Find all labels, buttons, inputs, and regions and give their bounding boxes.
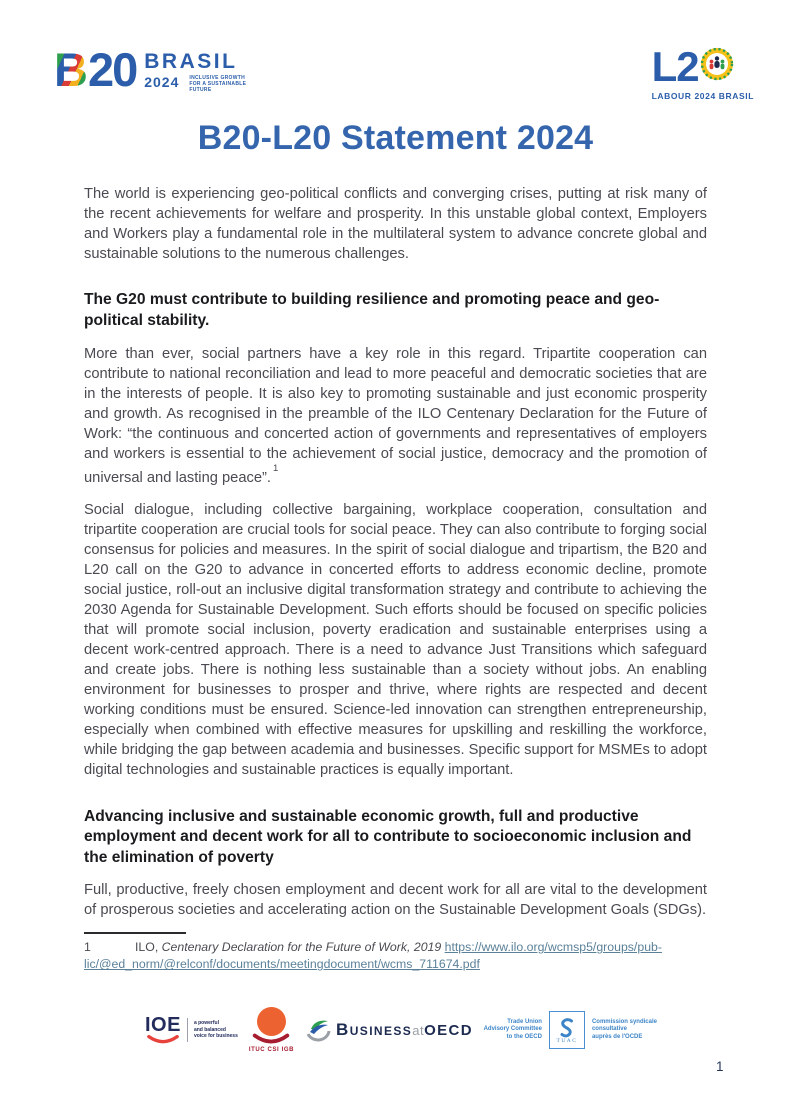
at-label: at [412,1023,425,1038]
footnote-text [84,939,707,973]
ituc-sun-icon [257,1007,286,1036]
business-at-oecd-logo [305,1017,473,1043]
b20-country-label: BRASIL [144,50,238,73]
ioe-divider [187,1018,188,1042]
l20-wordmark: L2 [651,43,699,90]
b20-year-label: 2024 [144,74,180,90]
ioe-logo [145,1015,238,1045]
section-heading-growth: Advancing inclusive and sustainable economic growth, full and productive employment and decent work for all to contribute to socioeconomic inclusion and the elimination of poverty [84,807,692,866]
paragraph-employment: Full, productive, freely chosen employment and decent work for all are vital to the development of prosperous societies and accelerating action on the Sustainable Development Goals (SDGs). [84,882,707,919]
page-number: 1 [716,1059,724,1074]
tuac-french-caption: Commission syndicale consultative auprès de l'OCDE [591,1018,657,1040]
footnote-divider [84,932,186,934]
ioe-wordmark: IOE [145,1014,181,1036]
tuac-logo [484,1011,657,1049]
footnote-number: 1 [84,940,91,955]
footnote-section [84,932,707,973]
tuac-english-caption: Trade Union Advisory Committee to the OECD [483,1018,542,1040]
section-heading-peace: The G20 must contribute to building resilience and promoting peace and geo-political stability. [84,291,660,329]
page-title: B20-L20 Statement 2024 [197,119,594,157]
ituc-caption: ITUC CSI IGB [248,1047,295,1053]
partner-logos-row [145,1007,657,1053]
footnote-source: ILO, [135,940,162,955]
business-at-oecd-globe-icon [305,1017,331,1043]
oecd-label: OECD [424,1022,473,1039]
footnote-reference: 1 [272,463,279,474]
business-label: Business [336,1020,413,1039]
b20-multicolor-b: B [54,43,86,96]
intro-paragraph: The world is experiencing geo-political conflicts and converging crises, putting at risk many of the recent achievements for welfare and prosperity. In this unstable global context, Employers and Workers play a fundamental role in the multilateral system to advance concrete global and sustainable solutions to the numerous challenges. [84,186,707,262]
l20-caption: LABOUR 2024 BRASIL [651,91,754,101]
ioe-tagline: a powerful and balanced voice for business [193,1020,238,1040]
document-body [84,0,707,973]
paragraph-social-partners: More than ever, social partners have a key role in this regard. Tripartite cooperation can contribute to national reconciliation and lead to more peaceful and democratic societies that are in the interests of people. It is also key to promoting sustainable and just economic prosperity and growth. As recognised in the preamble of the ILO Centenary Declaration for the Future of Work: “the continuous and concerted action of governments and representatives of employers and workers is essential to the achievement of social justice, democracy and the promotion of universal and lasting peace”.$^1$ [84,346,707,486]
footnote-link-continued[interactable]: lic/@ed_norm/@relconf/documents/meetingdocument/wcms_711674.pdf [84,957,480,972]
ioe-red-arc-icon [146,1035,180,1045]
b20-number: 20 [87,43,137,96]
ituc-arc-icon [248,1033,294,1045]
footnote-title: Centenary Declaration for the Future of Work, 2019 [161,940,445,955]
tuac-emblem-icon [549,1011,585,1049]
b20-tagline: INCLUSIVE GROWTH FOR A SUSTAINABLE FUTURE [189,75,247,93]
paragraph-social-dialogue: Social dialogue, including collective bargaining, workplace cooperation, consultation and tripartite cooperation are crucial tools for social peace. They can also contribute to forging social consensus for policies and measures. In the spirit of social dialogue and tripartism, the B20 and L20 call on the G20 to advance in concerted efforts to address economic decline, promote social justice, roll-out an inclusive digital transformation strategy and contribute to achieving the 2030 Agenda for Sustainable Development. Such efforts should be focused on specific policies that will promote social inclusion, poverty eradication and sustainable enterprises using a decent work-centred approach. There is a need to advance Just Transitions which safeguard and create jobs. There is nothing less sustainable than a society without jobs. An enabling environment for businesses to prosper and thrive, where rights are respected and decent working conditions must be ensured. Science-led innovation can strengthen entrepreneurship, especially when combined with effective measures for upskilling and reskilling the workforce, while bridging the gap between academia and businesses. Specific support for MSMEs to adopt digital technologies and sustainable practices is equally important. [84,501,707,778]
footnote-link[interactable]: https://www.ilo.org/wcmsp5/groups/pub- [444,940,662,955]
ituc-logo [248,1007,294,1053]
tuac-box-label: TUAC [556,1037,578,1044]
